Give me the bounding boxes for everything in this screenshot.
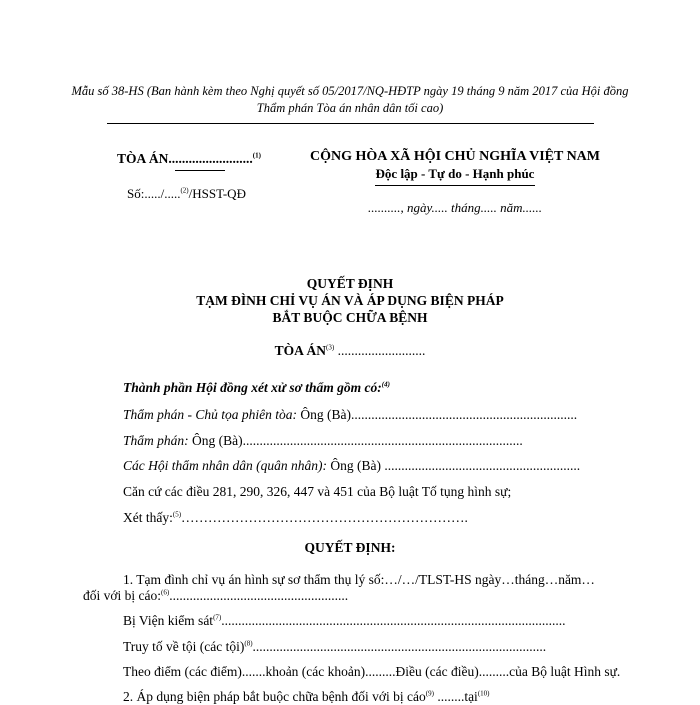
council-label: Thành phần Hội đồng xét xử sơ thẩm gồm có: [123,380,382,395]
jurors-line [123,458,580,474]
decision-subtitle-line1: TẠM ĐÌNH CHỈ VỤ ÁN VÀ ÁP DỤNG BIỆN PHÁP [196,293,504,308]
prosecuted-line [123,639,546,655]
presiding-judge-line [123,407,577,423]
procuracy-line [123,613,565,629]
considering-dots: ………………………………………………………. [181,510,468,525]
presiding-judge-label: Thẩm phán - Chủ tọa phiên tòa: [123,407,297,422]
prosecuted-label: Truy tố về tội (các tội) [123,639,245,654]
footnote-ref: (3) [326,343,335,352]
court-name-label: TÒA ÁN......................... [117,151,253,166]
considering-line [123,510,468,526]
court-divider [175,170,225,171]
date-line: .........., ngày..... tháng..... năm...... [367,200,543,215]
issuing-court-dots: .......................... [334,343,426,358]
council-composition [123,380,390,396]
procuracy-dots: ...................................................................................................... [221,613,566,628]
motto-divider [375,185,535,186]
header-divider [107,123,594,124]
procuracy-label: Bị Viện kiểm sát [123,613,214,628]
footnote-ref: (10) [477,689,490,698]
document-number-suffix: /HSST-QĐ [188,186,246,201]
item-2-middle: ........tại [433,689,478,704]
footnote-ref: (2) [180,186,189,195]
issuing-court-label: TÒA ÁN [274,343,327,358]
presiding-judge-value: Ông (Bà)................................................................... [297,407,578,422]
issuing-court-line [0,343,700,359]
footnote-ref: (4) [381,380,390,389]
jurors-label: Các Hội thẩm nhân dân (quân nhân): [123,458,327,473]
decides-heading: QUYẾT ĐỊNH: [304,540,396,555]
considering-label: Xét thấy: [123,510,173,525]
jurors-value: Ông (Bà) .......................................................... [326,458,581,473]
prosecuted-dots: ....................................................................................... [252,639,547,654]
footnote-ref: (6) [161,588,170,597]
decision-item-1: 1. Tạm đình chỉ vụ án hình sự sơ thẩm thụ lý số:…/…/TLST-HS ngày…tháng…năm… [123,572,595,587]
footnote-ref: (5) [172,510,182,519]
defendant-label: đối với bị cáo: [83,588,162,603]
court-name-field [117,151,261,167]
document-number-prefix: Số:...../..... [127,186,181,201]
footnote-ref: (1) [252,151,261,160]
decision-item-2 [123,689,489,705]
legal-basis: Căn cứ các điều 281, 290, 326, 447 và 451 của Bộ luật Tố tụng hình sự; [123,484,512,499]
defendant-dots: ..................................................... [169,588,349,603]
national-motto: Độc lập - Tự do - Hạnh phúc [375,166,535,181]
judge-value: Ông (Bà)................................................................................... [188,433,523,448]
item-2-label: 2. Áp dụng biện pháp bắt buộc chữa bệnh đối với bị cáo [123,689,426,704]
footnote-ref: (8) [244,639,253,648]
footnote-ref: (9) [425,689,434,698]
decision-subtitle-line2: BẮT BUỘC CHỮA BỆNH [272,310,428,325]
document-number [127,186,246,202]
decision-item-1-defendant [83,588,348,604]
form-header-note: Mẫu số 38-HS (Ban hành kèm theo Nghị quyết số 05/2017/NQ-HĐTP ngày 19 tháng 9 năm 2017 của Hội đồng Thẩm phán Tòa án nhân dân tối cao) [71,84,629,115]
national-title: CỘNG HÒA XÃ HỘI CHỦ NGHĨA VIỆT NAM [309,149,600,164]
footnote-ref: (7) [213,613,222,622]
judge-label: Thẩm phán: [123,433,189,448]
under-articles-line: Theo điểm (các điểm).......khoản (các khoản).........Điều (các điều).........của Bộ luật Hình sự. [123,664,621,679]
judge-line [123,433,523,449]
decision-title: QUYẾT ĐỊNH [306,276,394,291]
